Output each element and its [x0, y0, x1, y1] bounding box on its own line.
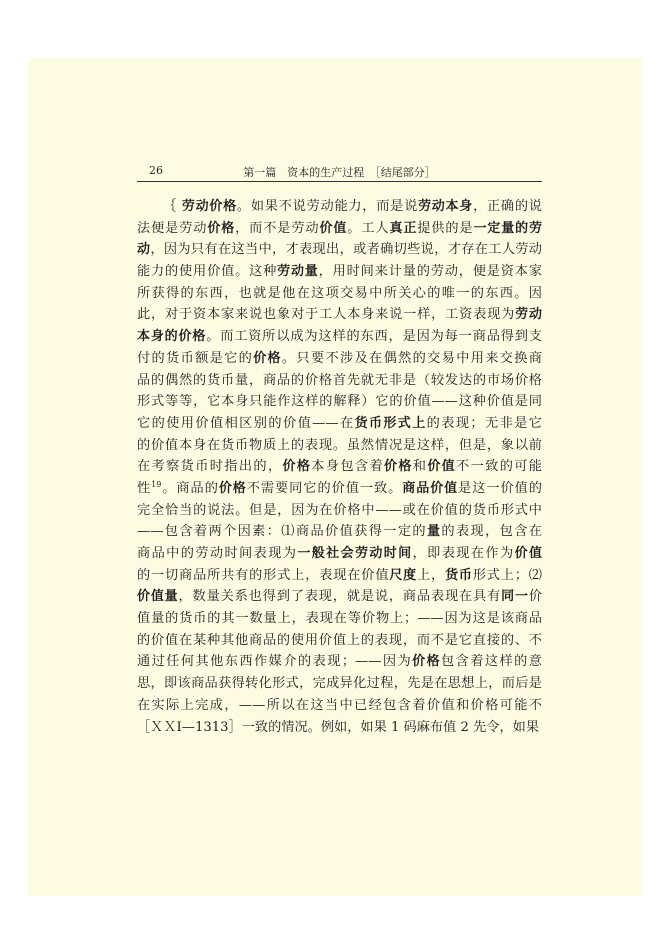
emphasis-text: 一般社会劳动时间	[297, 546, 413, 561]
text-line	[137, 565, 542, 587]
text-span: 通过任何其他东西作媒介的表现；——因为	[137, 654, 413, 670]
text-line	[137, 500, 542, 522]
emphasis-text: 真正	[389, 220, 418, 236]
emphasis-text: 价格	[412, 654, 442, 670]
text-line	[137, 608, 542, 630]
text-span: 它的使用价值相区别的价值——在	[137, 415, 355, 431]
text-span: 本身包含着	[311, 459, 385, 475]
text-span: 思，即该商品获得转化形式，完成异化过程，先是在思想上，而后是	[137, 676, 542, 692]
emphasis-text: 商品价值	[402, 480, 459, 496]
body-text	[137, 196, 542, 738]
emphasis-text: 动	[137, 242, 151, 258]
emphasis-text: 价值	[514, 546, 542, 561]
emphasis-text: 货币形式上	[354, 415, 427, 431]
emphasis-text: 本身的价格	[137, 329, 207, 345]
emphasis-text: 货币	[445, 567, 473, 583]
text-line	[137, 521, 542, 543]
text-line	[137, 717, 542, 739]
emphasis-text: 价值	[319, 220, 348, 236]
text-span: ——包含着两个因素：⑴商品价值获得一定的	[137, 524, 427, 540]
text-span: 的表现；无非是它	[426, 415, 542, 431]
text-span: 。而工资所以成为这样的东西，是因为每一商品得到支	[206, 329, 542, 345]
text-span: 的一切商品所共有的形式上，表现在价值	[137, 567, 390, 583]
text-line	[137, 196, 542, 218]
emphasis-text: 尺度	[389, 567, 418, 583]
emphasis-text: 劳动价格	[181, 199, 237, 214]
text-span: 此，对于资本家来说也象对于工人本身来说一样，工资表现为	[137, 307, 516, 323]
text-span: ，数量关系也得到了表现，就是说，商品表现在具有	[178, 589, 502, 605]
footnote-marker: 19	[151, 479, 162, 489]
text-line	[137, 695, 542, 717]
emphasis-text: 价格	[282, 459, 312, 475]
text-line	[137, 348, 542, 370]
text-span: 不需要同它的价值一致。	[246, 480, 403, 496]
text-line	[137, 651, 542, 673]
text-span: 上，	[417, 567, 446, 583]
text-span: 是这一价值的	[458, 480, 542, 496]
text-span: 在考察货币时指出的，	[137, 459, 283, 475]
text-span: 形式等等，它本身只能作这样的解释）它的价值——这种价值是同	[137, 394, 542, 410]
text-span: 。工人	[347, 220, 390, 236]
text-span: 的价值本身在货币物质上的表现。虽然情况是这样，但是，象以前	[137, 437, 542, 453]
text-line	[137, 218, 542, 240]
text-span: 。只要不涉及在偶然的交易中用来交换商	[281, 350, 542, 366]
emphasis-text: 量	[427, 524, 442, 540]
text-span: 不一致的可能	[456, 459, 542, 475]
running-header	[137, 160, 542, 182]
text-span: 和	[412, 459, 428, 475]
text-line	[137, 478, 542, 500]
text-span: 品的偶然的货币量，商品的价格首先就无非是（较发达的市场价格	[137, 372, 542, 388]
text-span: 在实际上完成，——所以在这当中已经包含着价值和价格可能不	[137, 697, 542, 713]
emphasis-text: 一定量的劳	[473, 220, 542, 236]
emphasis-text: 同一	[501, 589, 529, 605]
emphasis-text: 劳动本身	[418, 199, 474, 214]
text-span: 值量的货币的其一数量上，表现在等价物上；——因为这是该商品	[137, 611, 542, 627]
emphasis-text: 价格	[384, 459, 413, 475]
text-span: 。如果不说劳动能力，而是说	[236, 199, 419, 214]
text-span: 性	[137, 480, 152, 496]
text-span: ，而不是劳动	[235, 220, 320, 236]
text-line	[137, 391, 542, 413]
text-span: 的价值在某种其他商品的使用价值上的表现，而不是它直接的、不	[137, 632, 542, 648]
emphasis-text: 价格	[253, 350, 282, 366]
emphasis-text: 价值	[427, 459, 457, 475]
text-line	[137, 370, 542, 392]
text-line	[137, 261, 542, 283]
text-span: 。商品的	[161, 480, 219, 496]
text-span: 所获得的东西，也就是他在这项交易中所关心的唯一的东西。因	[137, 285, 542, 301]
text-span: 商品中的劳动时间表现为	[137, 546, 298, 561]
text-span: 包含着这样的意	[441, 654, 542, 670]
text-line	[137, 586, 542, 608]
text-span: 形式上；⑵	[472, 567, 542, 583]
text-span: 法便是劳动	[137, 220, 208, 236]
text-line	[137, 630, 542, 652]
text-span: ，因为只有在这当中，才表现出，或者确切些说，才存在工人劳动	[150, 242, 542, 258]
emphasis-text: 劳动量	[277, 264, 319, 280]
text-span: ，即表现在作为	[412, 546, 515, 561]
text-span: 能力的使用价值。这种	[137, 264, 278, 280]
text-span: 完全恰当的说法。但是，因为在价格中——或在价值的货币形式中	[137, 502, 542, 518]
text-line	[137, 413, 542, 435]
text-span: 价	[528, 589, 542, 605]
emphasis-text: 价值量	[137, 589, 179, 605]
text-line	[137, 543, 542, 565]
text-span: 的表现，包含在	[441, 524, 542, 540]
text-line	[137, 673, 542, 695]
running-title: 第一篇 资本的生产过程 ［结尾部分］	[243, 166, 436, 179]
page-number: 26	[149, 164, 163, 177]
emphasis-text: 劳动	[515, 307, 542, 323]
header-rule	[137, 181, 542, 182]
text-span: 付的货币额是它的	[137, 350, 254, 366]
text-line	[137, 304, 542, 326]
text-span: ，用时间来计量的劳动，便是资本家	[318, 264, 542, 280]
text-line	[137, 239, 542, 261]
text-line	[137, 283, 542, 305]
text-span: ［ＸＸⅠ—1313］一致的情况。例如，如果 1 码麻布值 2 先令，如果	[137, 719, 540, 735]
emphasis-text: 价格	[207, 220, 236, 236]
text-span: 提供的是	[417, 220, 474, 236]
text-line	[137, 326, 542, 348]
emphasis-text: 价格	[218, 480, 247, 496]
text-line	[137, 456, 542, 478]
text-span: ｛	[163, 199, 182, 214]
text-line	[137, 435, 542, 457]
text-span: ，正确的说	[473, 199, 542, 214]
